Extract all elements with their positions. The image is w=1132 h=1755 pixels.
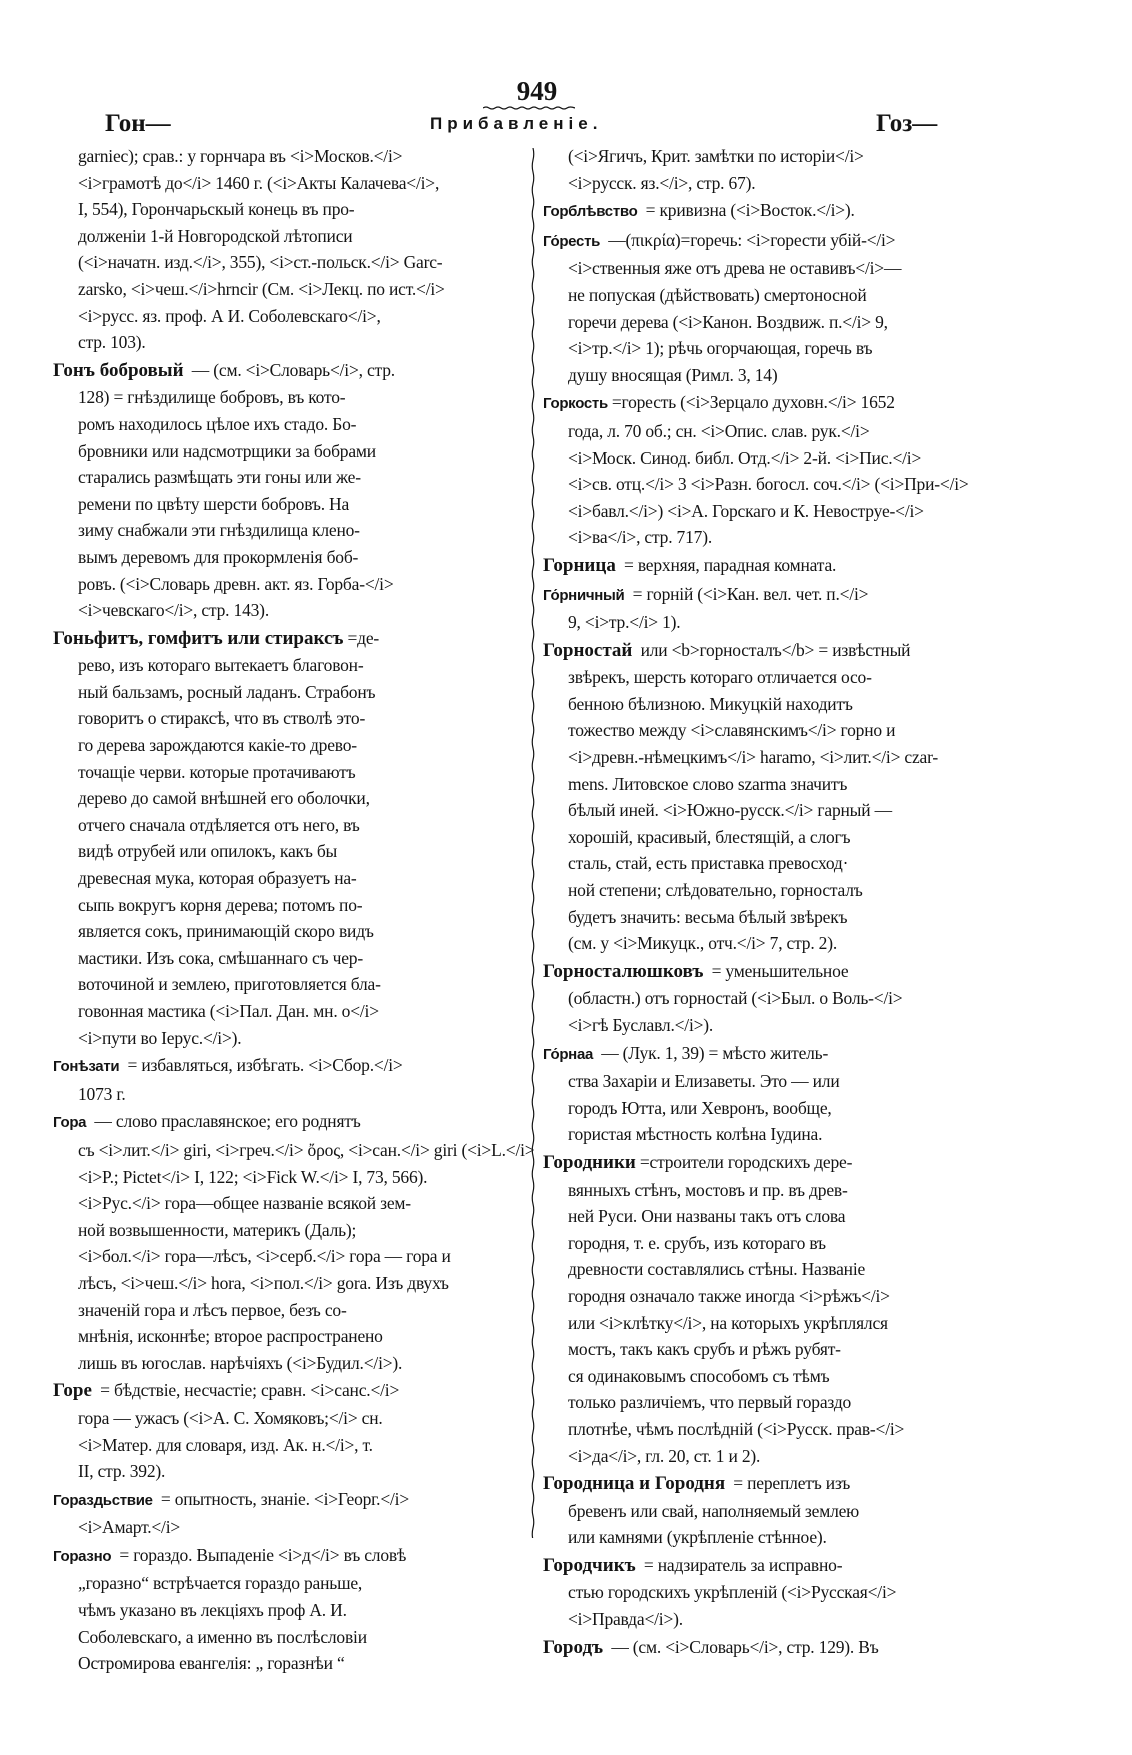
dictionary-entry-gornaa: [543, 1040, 1019, 1148]
definition-text: лѣсъ, <i>чеш.</i> hora, <i>пол.</i> gora. Изъ двухъ: [78, 1272, 449, 1293]
entry-first-line: [53, 1542, 523, 1571]
definition-text: гористая мѣстность колѣна Iудина.: [568, 1124, 823, 1145]
entry-line-row: [78, 1190, 523, 1217]
headword: Гоньфитъ, гомфитъ или стираксъ: [53, 627, 344, 649]
headword: Горностай: [543, 639, 633, 661]
definition-text: сталь, стай, есть приставка превосход·: [568, 853, 849, 874]
entry-line-row: [78, 1650, 523, 1677]
definition-text: звѣрекъ, шерсть котораго отличается осо-: [568, 667, 872, 688]
definition-text: ства Захарiи и Елизаветы. Это — или: [568, 1071, 840, 1092]
entry-line-row: [568, 362, 1019, 389]
definition-text: говоритъ о стираксѣ, что въ стволѣ это-: [78, 708, 366, 729]
entry-line-row: [78, 411, 523, 438]
dictionary-entry-gornostai: [543, 637, 1019, 957]
entry-line-row: [78, 223, 523, 250]
entry-line-row: [78, 1164, 523, 1191]
dictionary-entry-gorblvstvo: [543, 197, 1019, 226]
entry-line-row: [568, 1177, 1019, 1204]
entry-line-row: [78, 785, 523, 812]
definition-text: видѣ отрубей или опилокъ, какъ бы: [78, 841, 338, 862]
entry-line-row: [78, 491, 523, 518]
dictionary-entry-gornostaliushkov: [543, 958, 1019, 1039]
entry-line-row: [78, 1270, 523, 1297]
entry-line-row: [568, 1498, 1019, 1525]
definition-text: древности составлялись стѣны. Названiе: [568, 1259, 866, 1280]
headword: Городники: [543, 1151, 636, 1173]
entry-line-row: [78, 918, 523, 945]
entry-first-line: [543, 637, 1019, 665]
entry-line-row: [78, 196, 523, 223]
entry-first-line: [53, 625, 523, 653]
definition-text: старались размѣщать эти гоны или же-: [78, 467, 361, 488]
definition-text: <i>P.; Pictet</i> I, 122; <i>Fick W.</i> I, 73, 566).: [78, 1166, 428, 1187]
definition-text: <i>св. отц.</i> 3 <i>Разн. богосл. соч.</i> (<i>При-</i>: [568, 474, 969, 495]
definition-text: съ <i>лит.</i> giri, <i>греч.</i> ὄρος, <i>сан.</i> giri (<i>L.</i>: [78, 1139, 535, 1160]
definition-text: <i>Матер. для словаря, изд. Ак. н.</i>, т.: [78, 1434, 373, 1455]
entry-line-row: [568, 1363, 1019, 1390]
entry-line-row: [568, 335, 1019, 362]
definition-text: — слово праславянское; его роднятъ: [90, 1111, 361, 1132]
entry-line-row: [78, 170, 523, 197]
entry-line-row: [78, 945, 523, 972]
dictionary-entry-gornichnyi: [543, 581, 1019, 636]
headword: Городница и Городня: [543, 1473, 726, 1495]
dictionary-entry-gon-cont: [53, 143, 523, 356]
headword: Городчикъ: [543, 1554, 636, 1576]
definition-text: = кривизна (<i>Восток.</i>).: [641, 200, 855, 221]
dictionary-entry-gora: [53, 1108, 535, 1376]
definition-text: <i>Правда</i>).: [568, 1609, 683, 1630]
entry-line-row: [78, 1570, 523, 1597]
entry-line-row: [568, 985, 1019, 1012]
headword: Городъ: [543, 1636, 604, 1658]
entry-line-row: [78, 438, 523, 465]
entry-first-line: [53, 1377, 523, 1405]
entry-first-line: [543, 958, 1019, 986]
entry-line-row: [78, 998, 523, 1025]
definition-text: мнѣнiя, исконнѣе; второе распространено: [78, 1326, 383, 1347]
entry-line-row: [568, 930, 1019, 957]
section-title: Прибавленiе.: [430, 114, 603, 133]
definition-text: ровъ. (<i>Словарь древн. акт. яз. Горба-</i>: [78, 573, 394, 594]
definition-text: <i>да</i>, гл. 20, ст. 1 и 2).: [568, 1445, 761, 1466]
definition-text: 128) = гнѣздилище бобровъ, въ кото-: [78, 387, 346, 408]
entry-line-row: [568, 1230, 1019, 1257]
entry-line-row: [78, 276, 523, 303]
definition-text: ромъ находилось цѣлое ихъ стадо. Бо-: [78, 413, 357, 434]
definition-text: =строители городскихъ дере-: [639, 1151, 853, 1172]
entry-line-row: [568, 309, 1019, 336]
entry-first-line: [543, 581, 1019, 610]
definition-text: (областн.) отъ горностай (<i>Был. о Воль-</i>: [568, 988, 903, 1009]
definition-text: ремени по цвѣту шерсти бобровъ. На: [78, 493, 350, 514]
headword: Горазно: [53, 1547, 112, 1565]
entry-line-row: [568, 1606, 1019, 1633]
entry-line-row: [78, 571, 523, 598]
entry-line-row: [568, 1283, 1019, 1310]
headword: Горкость: [543, 395, 608, 413]
headword: Гонъ бобровый: [53, 359, 184, 381]
running-head-right: Гоз—: [876, 110, 938, 137]
definition-text: <i>ственныя яже отъ древа не оставивъ</i>—: [568, 258, 902, 279]
entry-first-line: [543, 552, 1019, 580]
entry-line-row: [78, 303, 523, 330]
definition-text: или <i>клѣтку</i>, на которыхъ укрѣплялся: [568, 1312, 888, 1333]
definition-text: плотнѣе, чѣмъ послѣднiй (<i>Русск. прав-</i>: [568, 1418, 905, 1439]
definition-text: = опытность, знанiе. <i>Георг.</i>: [156, 1488, 410, 1509]
entry-line-row: [568, 771, 1019, 798]
headword: Горносталюшковъ: [543, 960, 704, 982]
definition-text: garniec); срав.: у горнчара въ <i>Москов.</i>: [78, 146, 403, 166]
entry-line-row: [568, 1203, 1019, 1230]
entry-line-row: [568, 850, 1019, 877]
definition-text: <i>гѣ Буславл.</i>).: [568, 1015, 714, 1035]
definition-text: древесная мука, которая образуетъ на-: [78, 868, 357, 889]
headword: Горблѣвство: [543, 203, 638, 221]
definition-text: городъ Ютта, или Хевронъ, вообще,: [568, 1097, 832, 1118]
entry-line-row: [78, 892, 523, 919]
entry-line-row: [568, 691, 1019, 718]
definition-text: бровники или надсмотрщики за бобрами: [78, 440, 376, 461]
entry-line-row: [568, 744, 1019, 771]
definition-text: <i>пути во Iерус.</i>).: [78, 1027, 242, 1048]
entry-line-row: [78, 544, 523, 571]
entry-line-row: [568, 904, 1019, 931]
entry-line-row: [568, 1095, 1019, 1122]
entry-line-row: [78, 1217, 523, 1244]
entry-line-row: [568, 1389, 1019, 1416]
definition-text: 9, <i>тр.</i> 1).: [568, 612, 681, 633]
entry-line-row: [568, 471, 1019, 498]
definition-text: является сокъ, принимающiй скоро видъ: [78, 921, 374, 942]
entry-line-row: [78, 1297, 523, 1324]
entry-line-row: [568, 1579, 1019, 1606]
definition-text: стью городскихъ укрѣпленiй (<i>Русская</i>: [568, 1582, 897, 1603]
entry-first-line: [543, 1552, 1019, 1580]
definition-text: <i>Моск. Синод. библ. Отд.</i> 2-й. <i>Пис.</i>: [568, 447, 922, 468]
headword: Го́ресть: [543, 232, 601, 250]
entry-first-line: [543, 227, 1019, 256]
definition-text: тожество между <i>славянскимъ</i> горно и: [568, 720, 896, 741]
definition-text: <i>древн.-нѣмецкимъ</i> haramo, <i>лит.</i> czar-: [568, 747, 939, 768]
entry-line-row: [78, 249, 523, 276]
entry-line-row: [78, 652, 523, 679]
definition-text: говонная мастика (<i>Пал. Дан. мн. о</i>: [78, 1001, 379, 1021]
definition-text: бѣлый иней. <i>Южно-русск.</i> гарный —: [568, 800, 892, 821]
definition-text: бенною бѣлизною. Микуцкiй находитъ: [568, 693, 853, 714]
definition-text: го дерева зарождаются какiе-то древо-: [78, 735, 357, 756]
definition-text: <i>бавл.</i>) <i>А. Горскаго и К. Невоструе-</i>: [568, 500, 924, 521]
entry-line-row: [568, 282, 1019, 309]
entry-first-line: [543, 1040, 1019, 1069]
headword: Го́рничный: [543, 586, 625, 604]
definition-text: ся одинаковымъ способомъ съ тѣмъ: [568, 1365, 830, 1386]
dictionary-entry-gore: [53, 1377, 523, 1484]
entry-line-row: [78, 1243, 523, 1270]
definition-text: вянныхъ стѣнъ, мостовъ и пр. въ древ-: [568, 1179, 848, 1200]
headword: Гора: [53, 1114, 87, 1132]
definition-text: <i>Амарт.</i>: [78, 1517, 181, 1538]
entry-line-row: [568, 170, 1019, 197]
entry-line-row: [78, 732, 523, 759]
definition-text: <i>русс. яз. проф. А И. Соболевскаго</i>,: [78, 305, 381, 326]
entry-line-row: [568, 1416, 1019, 1443]
right-column: [543, 143, 1019, 1662]
definition-text: чѣмъ указано въ лекцiяхъ проф А. И.: [78, 1600, 347, 1621]
definition-text: будетъ значить: весьма бѣлый звѣрекъ: [568, 906, 848, 927]
entry-line-row: [78, 1405, 523, 1432]
entry-line-row: [568, 524, 1019, 551]
definition-text: = верхняя, парадная комната.: [619, 554, 837, 575]
headword: Го́рнаа: [543, 1045, 594, 1063]
definition-text: (см. у <i>Микуцк., отч.</i> 7, стр. 2).: [568, 933, 838, 954]
entry-first-line: [53, 357, 523, 385]
dictionary-entry-gorazdnstvie: [53, 1486, 523, 1541]
left-column: [53, 143, 535, 1678]
definition-text: городня означало также иногда <i>рѣжъ</i>: [568, 1285, 890, 1306]
entry-line-row: [568, 609, 1019, 636]
definition-text: воточиной и землею, приготовляется бла-: [78, 974, 381, 995]
entry-first-line: [543, 197, 1019, 226]
dictionary-entry-gon-bobrovyi: [53, 357, 523, 624]
definition-text: душу вносящая (Римл. 3, 14): [568, 364, 778, 385]
definition-text: 1073 г.: [78, 1083, 126, 1104]
definition-text: I, 554), Горончарьскый конець въ про-: [78, 199, 355, 220]
page-number: 949: [516, 76, 558, 106]
entry-line-row: [78, 705, 523, 732]
dictionary-entry-gonfit: [53, 625, 523, 1052]
entry-line-row: [78, 1323, 523, 1350]
running-head-left: Гон—: [105, 110, 171, 137]
dictionary-entry-gorodchik: [543, 1552, 1019, 1633]
column-divider: [531, 148, 535, 1538]
entry-line-row: [78, 838, 523, 865]
entry-line-row: [568, 1443, 1019, 1470]
definition-text: II, стр. 392).: [78, 1461, 166, 1482]
entry-first-line: [53, 1108, 523, 1137]
definition-text: = бѣдствiе, несчастiе; сравн. <i>санс.</i>: [95, 1380, 400, 1401]
definition-text: только различiемъ, что первый гораздо: [568, 1392, 852, 1413]
definition-text: значенiй гора и лѣсъ первое, безъ со-: [78, 1299, 347, 1320]
entry-line-row: [78, 1137, 535, 1164]
definition-text: mens. Литовское слово szarma значитъ: [568, 773, 848, 794]
definition-text: <i>чевскаго</i>, стр. 143).: [78, 600, 269, 621]
definition-text: или камнями (укрѣпленiе стѣнное).: [568, 1527, 827, 1548]
entry-line-row: [78, 1597, 523, 1624]
definition-text: zarsko, <i>чеш.</i>hrncir (См. <i>Лекц. по ист.</i>: [78, 278, 445, 299]
dictionary-entry-gorodnica: [543, 1470, 1019, 1551]
definition-text: сыпь вокругъ корня дерева; потомъ по-: [78, 894, 363, 915]
entry-line-row: [78, 1458, 523, 1485]
definition-text: = горнiй (<i>Кан. вел. чет. п.</i>: [628, 583, 869, 604]
entry-line-row: [568, 877, 1019, 904]
entry-line-row: [78, 865, 523, 892]
entry-line-row: [568, 1310, 1019, 1337]
definition-text: года, л. 70 об.; сн. <i>Опис. слав. рук.</i>: [568, 420, 870, 441]
dictionary-entry-gorod: [543, 1634, 1019, 1662]
definition-text: вымъ деревомъ для прокормленiя боб-: [78, 546, 359, 567]
entry-line-row: [78, 759, 523, 786]
definition-text: <i>тр.</i> 1); рѣчь огорчающая, горечь въ: [568, 338, 873, 359]
headword: Горе: [53, 1380, 92, 1402]
definition-text: горечи дерева (<i>Канон. Воздвиж. п.</i> 9,: [568, 311, 888, 332]
definition-text: — (см. <i>Словарь</i>, стр.: [187, 359, 395, 380]
definition-text: ной возвышенности, материкъ (Даль);: [78, 1219, 357, 1240]
definition-text: рево, изъ котораго вытекаетъ благовон-: [78, 655, 364, 676]
dictionary-entry-gorodniki: [543, 1149, 1019, 1469]
entry-first-line: [53, 1486, 523, 1515]
entry-line-row: [78, 1432, 523, 1459]
entry-first-line: [543, 1470, 1019, 1498]
definition-text: — (Лук. 1, 39) = мѣсто житель-: [597, 1042, 829, 1063]
definition-text: = избавляться, избѣгать. <i>Сбор.</i>: [123, 1055, 403, 1076]
entry-line-row: [568, 1524, 1019, 1551]
definition-text: или <b>горносталъ</b> = извѣстный: [636, 639, 911, 660]
definition-text: Соболевскаго, а именно въ послѣсловiи: [78, 1626, 367, 1647]
entry-line-row: [568, 664, 1019, 691]
entry-line-row: [78, 329, 523, 356]
entry-line-row: [568, 824, 1019, 851]
entry-line-row: [78, 517, 523, 544]
definition-text: = гораздо. Выпаденiе <i>д</i> въ словѣ: [115, 1544, 407, 1565]
definition-text: (<i>Ягичъ, Крит. замѣтки по исторiи</i>: [568, 146, 864, 166]
definition-text: стр. 103).: [78, 332, 146, 353]
definition-text: бревенъ или свай, наполняемый землею: [568, 1500, 860, 1521]
definition-text: отчего сначала отдѣляется отъ него, въ: [78, 814, 360, 835]
entry-first-line: [53, 1052, 523, 1081]
page-number-wavy-rule: [483, 106, 575, 110]
entry-line-row: [568, 143, 1019, 170]
entry-line-row: [78, 464, 523, 491]
definition-text: мостъ, такъ какъ срубъ и рѣжъ рубят-: [568, 1339, 841, 1360]
dictionary-entry-gorazno-cont: [543, 143, 1019, 196]
entry-line-row: [568, 797, 1019, 824]
definition-text: лишь въ югослав. нарѣчiяхъ (<i>Будил.</i>).: [78, 1352, 403, 1373]
definition-text: зиму снабжали эти гнѣздилища клено-: [78, 520, 360, 541]
definition-text: =горесть (<i>Зерцало духовн.</i> 1652: [611, 392, 895, 413]
definition-text: <i>Рус.</i> гора—общее названiе всякой зем-: [78, 1193, 411, 1214]
entry-line-row: [568, 1068, 1019, 1095]
entry-line-row: [568, 1012, 1019, 1039]
entry-line-row: [78, 1025, 523, 1052]
definition-text: = переплетъ изъ: [729, 1473, 851, 1494]
entry-line-row: [568, 498, 1019, 525]
definition-text: гора — ужасъ (<i>А. С. Хомяковъ;</i> сн.: [78, 1407, 383, 1428]
entry-line-row: [568, 717, 1019, 744]
entry-line-row: [568, 445, 1019, 472]
dictionary-entry-gornica: [543, 552, 1019, 580]
entry-first-line: [543, 1634, 1019, 1662]
entry-line-row: [568, 418, 1019, 445]
definition-text: долженiи 1-й Новгородской лѣтописи: [78, 225, 353, 246]
definition-text: дерево до самой внѣшней его оболочки,: [78, 788, 370, 809]
definition-text: точащiе черви. которые протачиваютъ: [78, 761, 356, 782]
definition-text: „горазно“ встрѣчается гораздо раньше,: [78, 1573, 363, 1594]
definition-text: —(πικρία)=горечь: <i>горести убiй-</i>: [604, 229, 896, 250]
definition-text: не попуская (дѣйствовать) смертоносной: [568, 284, 867, 305]
dictionary-entry-gorkost: [543, 389, 1019, 551]
definition-text: <i>бол.</i> гора—лѣсъ, <i>серб.</i> гора — гора и: [78, 1246, 451, 1267]
headword: Горница: [543, 554, 616, 576]
entry-line-row: [78, 384, 523, 411]
entry-line-row: [568, 1256, 1019, 1283]
definition-text: Остромирова евангелiя: „ горазнѣи “: [78, 1653, 345, 1674]
definition-text: (<i>начатн. изд.</i>, 355), <i>ст.-польск.</i> Garc-: [78, 252, 443, 273]
definition-text: ной степени; слѣдовательно, горносталъ: [568, 880, 863, 901]
dictionary-entry-gorazno: [53, 1542, 523, 1677]
dictionary-entry-gonezati: [53, 1052, 523, 1107]
definition-text: = уменьшительное: [707, 960, 849, 981]
entry-line-row: [568, 255, 1019, 282]
entry-line-row: [78, 597, 523, 624]
definition-text: хорошiй, красивый, блестящiй, а слогъ: [568, 826, 851, 847]
definition-text: =де-: [347, 627, 380, 648]
definition-text: городня, т. е. срубъ, изъ котораго въ: [568, 1232, 826, 1253]
entry-line-row: [78, 1514, 523, 1541]
entry-line-row: [78, 1624, 523, 1651]
definition-text: мастики. Изъ сока, смѣшаннаго съ чер-: [78, 947, 363, 968]
definition-text: — (см. <i>Словарь</i>, стр. 129). Въ: [607, 1636, 879, 1657]
entry-line-row: [568, 1121, 1019, 1148]
entry-line-row: [78, 143, 523, 170]
entry-line-row: [568, 1336, 1019, 1363]
entry-line-row: [78, 679, 523, 706]
entry-line-row: [78, 1350, 523, 1377]
entry-line-row: [78, 971, 523, 998]
headword: Гораздьствие: [53, 1491, 153, 1509]
entry-first-line: [543, 389, 1019, 418]
definition-text: ней Руси. Они названы такъ отъ слова: [568, 1206, 846, 1227]
definition-text: ный бальзамъ, росный ладанъ. Страбонъ: [78, 681, 376, 702]
entry-first-line: [543, 1149, 1019, 1177]
definition-text: = надзиратель за исправно-: [639, 1554, 843, 1575]
definition-text: <i>ва</i>, стр. 717).: [568, 527, 712, 548]
dictionary-entry-gorest: [543, 227, 1019, 389]
entry-line-row: [78, 812, 523, 839]
definition-text: <i>русск. яз.</i>, стр. 67).: [568, 172, 756, 193]
entry-line-row: [78, 1081, 523, 1108]
definition-text: <i>грамотѣ до</i> 1460 г. (<i>Акты Калачева</i>,: [78, 172, 440, 193]
headword: Гонѣзати: [53, 1058, 120, 1076]
